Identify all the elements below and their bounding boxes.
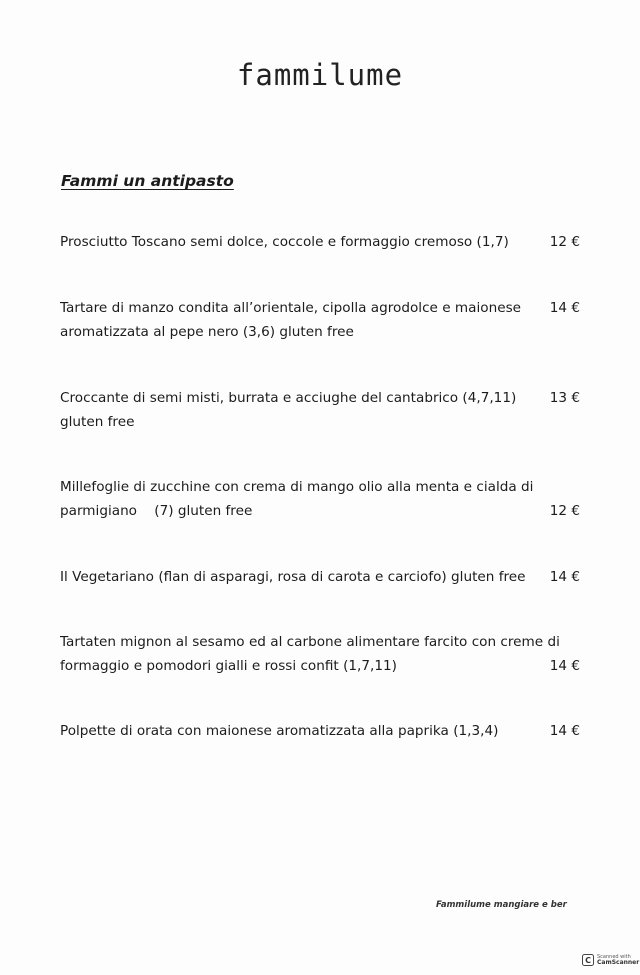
item-price: 14 € <box>549 300 580 316</box>
menu-item <box>60 296 580 344</box>
item-price: 14 € <box>549 658 580 674</box>
item-description: formaggio e pomodori gialli e rossi confit (1,7,11) <box>60 658 397 674</box>
item-price: 12 € <box>549 234 580 250</box>
item-description: aromatizzata al pepe nero (3,6) gluten free <box>60 324 354 340</box>
item-description: Tartare di manzo condita all’orientale, cipolla agrodolce e maionese <box>60 300 522 316</box>
badge-line1: Scanned with <box>597 954 631 960</box>
menu-item <box>60 719 580 743</box>
item-price: 14 € <box>549 723 580 739</box>
item-description: Prosciutto Toscano semi dolce, coccole e formaggio cremoso (1,7) <box>60 234 509 250</box>
restaurant-title: fammilume <box>236 58 404 92</box>
item-description: parmigiano (7) gluten free <box>60 503 253 519</box>
item-description: Il Vegetariano (flan di asparagi, rosa di carota e carciofo) gluten free <box>60 569 526 585</box>
menu-item <box>60 475 580 523</box>
badge-line2: CamScanner <box>597 959 640 966</box>
svg-text:C: C <box>585 956 591 965</box>
menu-item <box>60 565 580 589</box>
scanner-badge <box>582 950 640 970</box>
item-price: 13 € <box>549 390 580 406</box>
menu-item <box>60 630 580 678</box>
item-price: 12 € <box>549 503 580 519</box>
item-description: Millefoglie di zucchine con crema di mango olio alla menta e cialda di <box>60 479 534 495</box>
footer-tagline: Fammilume mangiare e ber <box>436 900 567 910</box>
menu-item <box>60 230 580 254</box>
menu-item <box>60 386 580 434</box>
item-description: Croccante di semi misti, burrata e acciughe del cantabrico (4,7,11) <box>60 390 517 406</box>
item-price: 14 € <box>549 569 580 585</box>
item-description: gluten free <box>60 414 135 430</box>
item-description: Polpette di orata con maionese aromatizzata alla paprika (1,3,4) <box>60 723 499 739</box>
item-description: Tartaten mignon al sesamo ed al carbone alimentare farcito con creme di <box>60 634 560 650</box>
camscanner-icon <box>582 954 594 966</box>
section-title: Fammi un antipasto <box>61 172 234 190</box>
